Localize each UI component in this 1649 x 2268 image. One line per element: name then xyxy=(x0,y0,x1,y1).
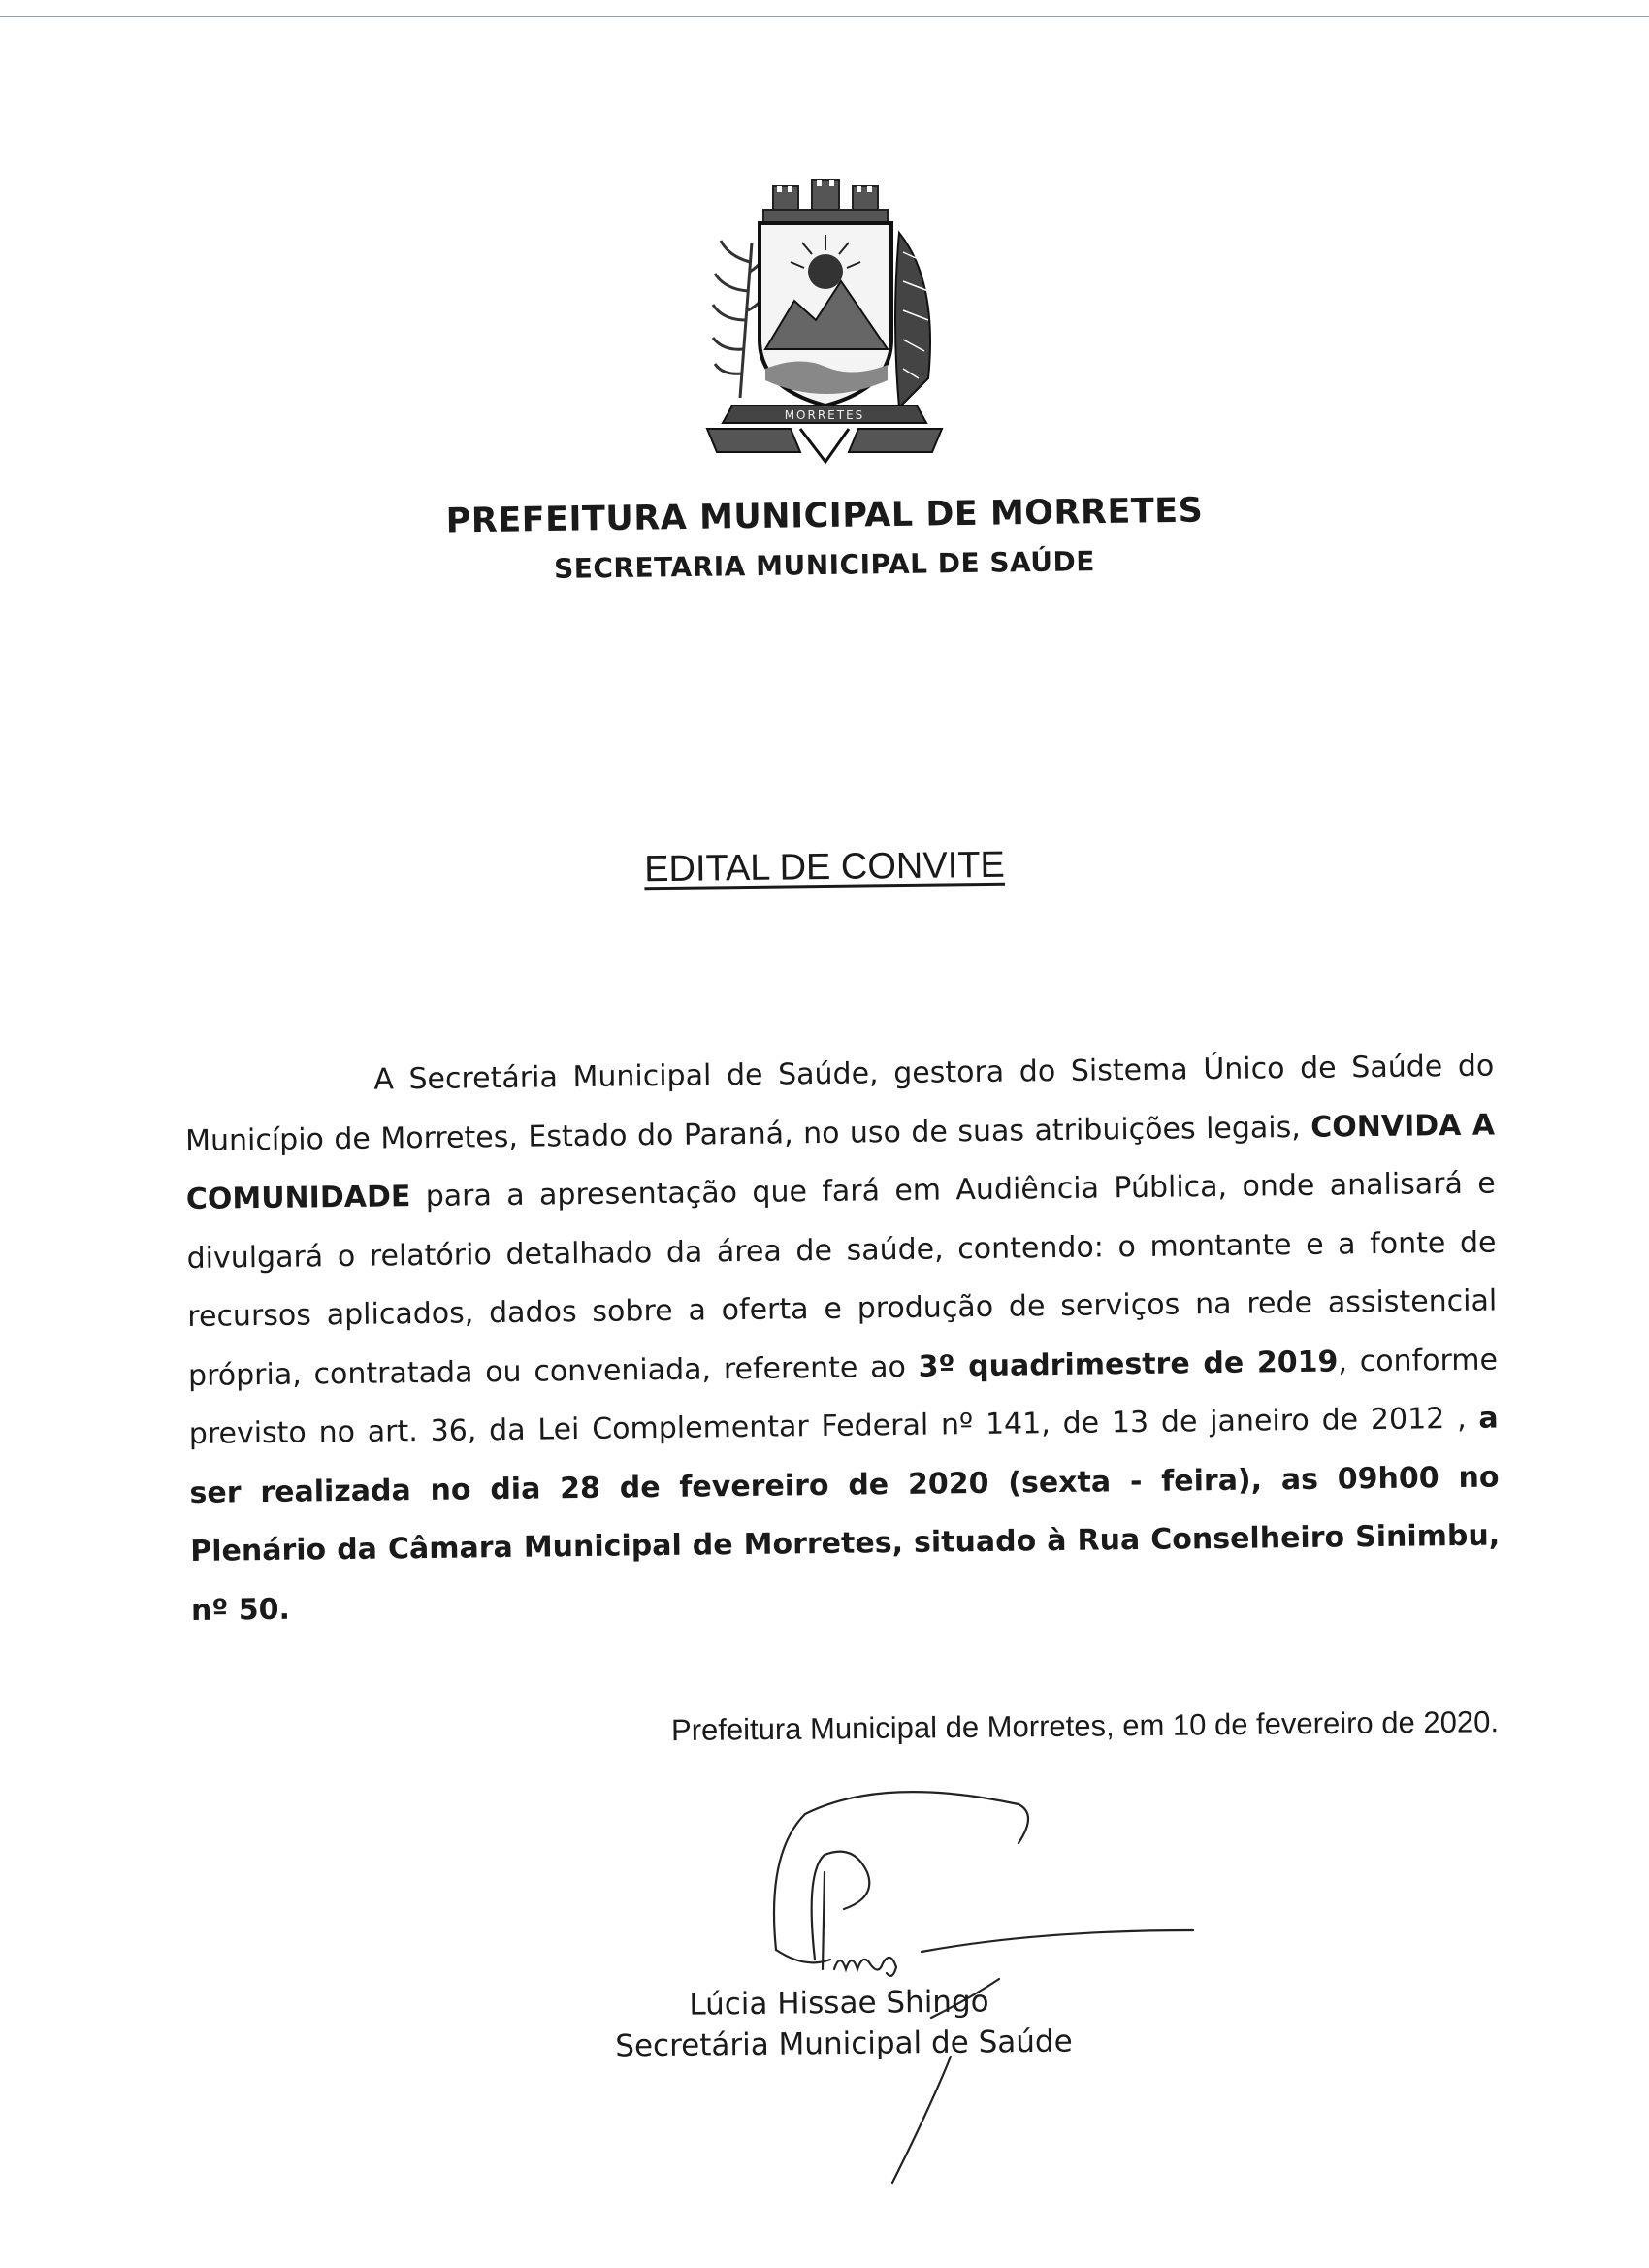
body-text-segment: A Secretária Municipal de Saúde, gestora do Sistema Único de Saúde do Município de Morretes, Estado do Paraná, no uso de suas atribuições legais, xyxy=(184,1049,1495,1158)
coat-of-arms-label: MORRETES xyxy=(784,408,865,422)
signer-role: Secretária Municipal de Saúde xyxy=(615,2024,1073,2064)
scan-edge-line xyxy=(0,16,1649,17)
date-line: Prefeitura Municipal de Morretes, em 10 de fevereiro de 2020. xyxy=(670,1704,1500,1748)
coat-of-arms-emblem xyxy=(694,175,955,466)
body-paragraph xyxy=(184,1038,1501,1640)
page-title: PREFEITURA MUNICIPAL DE MORRETES xyxy=(445,491,1204,541)
body-text-segment: , conforme previsto no art. 36, da Lei Complementar Federal nº 141, de 13 de janeiro de 2012 , xyxy=(188,1342,1499,1451)
body-text-bold-segment: CONVIDA A COMUNIDADE xyxy=(185,1108,1496,1216)
body-text-segment: para a apresentação que fará em Audiência Pública, onde analisará e divulgará o relatório detalhado da área de saúde, contendo: o montante e a fonte de recursos aplicados, dados sobre a oferta e produção de serviços na rede assistencial própria, contratada ou conveniada, referente ao xyxy=(186,1166,1498,1393)
page-subtitle: SECRETARIA MUNICIPAL DE SAÚDE xyxy=(553,545,1096,585)
body-text-bold-segment: a ser realizada no dia 28 de fevereiro de 2020 (sexta - feira), as 09h00 no Plenário da Câmara Municipal de Morretes, situado à Rua Conselheiro Sinimbu, nº 50. xyxy=(189,1401,1501,1628)
body-text-bold-segment: 3º quadrimestre de 2019 xyxy=(918,1344,1339,1384)
document-title: EDITAL DE CONVITE xyxy=(643,844,1006,891)
signer-name: Lúcia Hissae Shingo xyxy=(689,1984,989,2023)
